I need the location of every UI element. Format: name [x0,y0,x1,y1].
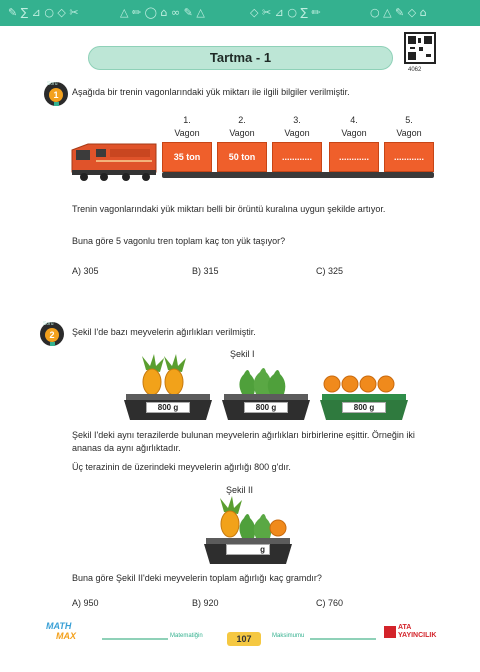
mixed-fruit-icon [220,496,286,538]
wagon-label-1: 1. Vagon [174,115,200,138]
figure-1-label: Şekil I [230,349,255,359]
question-1-badge [44,82,68,106]
question-2-badge [40,322,64,346]
pear-icon [239,368,285,394]
option-b[interactable]: B) 315 [192,266,219,276]
question-2-prompt: Şekil I'de bazı meyvelerin ağırlıkları verilmiştir. [72,327,256,337]
footer-right-text: Maksimumu [272,633,305,639]
scale-1-display: 800 g [146,402,190,413]
page-title: Tartma - 1 [88,46,393,70]
question-2-text-2: Üç terazinin de üzerindeki meyvelerin ağırlığı 800 g'dır. [72,462,291,472]
wagon-wheels [162,172,434,178]
wagon-label-5: 5. Vagon [396,115,422,138]
question-1-text-2: Buna göre 5 vagonlu tren toplam kaç ton yük taşıyor? [72,236,286,246]
option-a[interactable]: A) 305 [72,266,99,276]
footer-line-left [102,638,168,640]
question-label: Soru [47,81,58,87]
wagon-label-4: 4. Vagon [341,115,367,138]
footer-line-right [310,638,376,640]
scale-3-display: 800 g [342,402,386,413]
footer-left-text: Matematiğin [170,633,203,639]
header-decor-band: ✎ ∑ ⊿ ○ ◇ ✂ △ ✏ ◯ ⌂ ∞ ✎ △ ◇ ✂ ⊿ ○ ∑ ✏ ○ △ ✎ ◇ ⌂ [0,0,480,26]
question-2-text-3: Buna göre Şekil II'deki meyvelerin toplam ağırlığı kaç gramdır? [72,573,322,583]
figure-2-label: Şekil II [226,485,254,495]
question-1-text-1: Trenin vagonlarındaki yük miktarı belli bir örüntü kuralına uygun şekilde artıyor. [72,204,386,214]
scale-2-display: 800 g [244,402,288,413]
question-1-prompt: Aşağıda bir trenin vagonlarındaki yük miktarı ile ilgili bilgiler verilmiştir. [72,87,350,97]
wagon-cargo: ............ [281,152,312,162]
wagon-cargo: 50 ton [228,152,256,162]
publisher-logo: ATA YAYINCILIK [398,624,437,639]
scale-4 [200,494,296,566]
wagon-1 [162,142,212,172]
pineapple-icon [142,354,186,395]
orange-icon [324,376,394,392]
question-label: Soru [43,321,54,327]
option-c[interactable]: C) 760 [316,598,344,608]
question-2-text-1a: Şekil I'deki aynı terazilerde bulunan meyvelerin ağırlıkları birbirlerine eşittir. Örneğin iki [72,430,415,440]
question-number: 1 [49,88,63,102]
ata-logo-icon [384,626,396,638]
wagon-4 [329,142,379,172]
qr-code-icon[interactable] [404,32,436,64]
wagon-cargo: 35 ton [173,152,201,162]
qr-code-number: 4062 [408,67,422,73]
wagon-3 [272,142,322,172]
wagon-5 [384,142,434,172]
option-b[interactable]: B) 920 [192,598,219,608]
wagon-label-2: 2. Vagon [229,115,255,138]
option-a[interactable]: A) 950 [72,598,99,608]
scale-4-display: g [226,544,270,555]
wagon-2 [217,142,267,172]
wagon-cargo: ............ [338,152,369,162]
option-c[interactable]: C) 325 [316,266,344,276]
wagon-label-3: 3. Vagon [284,115,310,138]
question-2-text-1b: ananas da aynı ağırlıktadır. [72,443,181,453]
page-number: 107 [227,632,261,646]
locomotive-icon [70,140,160,182]
wagon-cargo: ............ [393,152,424,162]
question-number: 2 [45,328,59,342]
mathmax-logo: MATH MAX [46,621,76,641]
